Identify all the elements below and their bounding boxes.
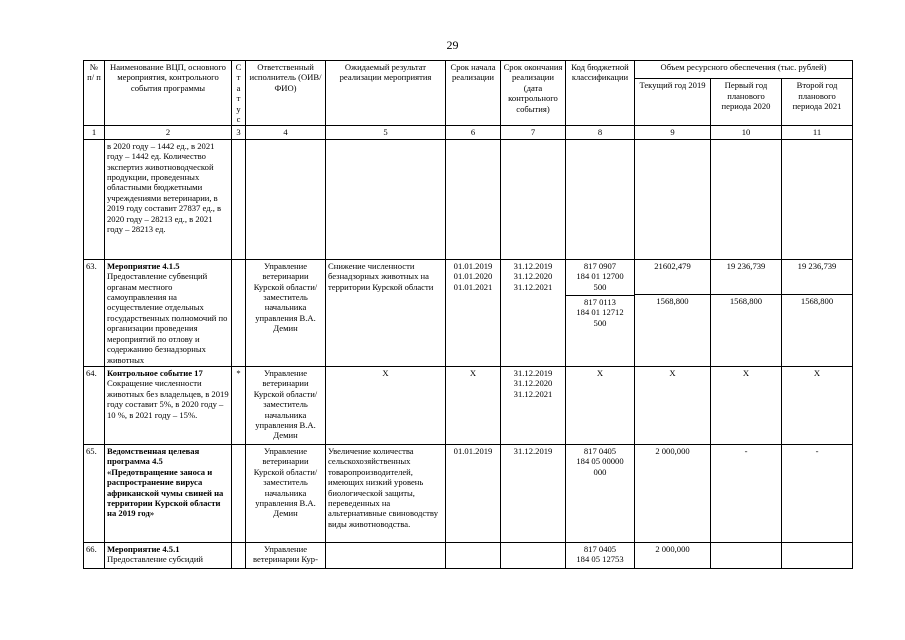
header-responsible: Ответственный исполнитель (ОИВ/ФИО) bbox=[246, 61, 326, 126]
column-number-row bbox=[84, 126, 853, 139]
header-end: Срок окончания реализации (дата контрольного события) bbox=[501, 61, 566, 126]
col-number: 10 bbox=[711, 126, 782, 139]
table-row-63 bbox=[84, 259, 853, 366]
header-current-year: Текущий год 2019 bbox=[635, 79, 711, 126]
row-code: Х bbox=[566, 366, 635, 444]
row-name: Ведомственная целевая программа 4.5 «Предотвращение заноса и распространение вируса африканской чумы свиней на территории Курской области на 2019 год» bbox=[105, 444, 232, 542]
col-number: 4 bbox=[246, 126, 326, 139]
row-start: 01.01.2019 bbox=[446, 444, 501, 542]
row-status: * bbox=[232, 366, 246, 444]
row-responsible: Управление ветеринарии Курской области/заместитель начальника управления В.А. Демин bbox=[246, 444, 326, 542]
row-name: Мероприятие 4.5.1 Предоставление субсидий bbox=[105, 542, 232, 568]
row-y2020: Х bbox=[711, 366, 782, 444]
table-row-continuation bbox=[84, 139, 853, 259]
row-y2021: Х bbox=[782, 366, 853, 444]
header-name: Наименование ВЦП, основного мероприятия, контрольного события программы bbox=[105, 61, 232, 126]
table-row-65 bbox=[84, 444, 853, 542]
row-num: 65. bbox=[84, 444, 105, 542]
header-year1: Первый год планового периода 2020 bbox=[711, 79, 782, 126]
header-num: № п/ п bbox=[84, 61, 105, 126]
header-year2: Второй год планового периода 2021 bbox=[782, 79, 853, 126]
row-code: 817 0405 184 05 00000 000 bbox=[566, 444, 635, 542]
row-code: 817 0405 184 05 12753 bbox=[566, 542, 635, 568]
col-number: 1 bbox=[84, 126, 105, 139]
row-name: Контрольное событие 17 Сокращение численности животных без владельцев, в 2019 году составит 5%, в 2020 году – 10 %, в 2021 году – 15%. bbox=[105, 366, 232, 444]
row-code: 817 0907 184 01 12700 500 817 0113 184 01 12712 500 bbox=[566, 259, 635, 366]
row-y2020: 19 236,739 1568,800 bbox=[711, 259, 782, 366]
col-number: 5 bbox=[326, 126, 446, 139]
row-responsible: Управление ветеринарии Курской области/заместитель начальника управления В.А. Демин bbox=[246, 366, 326, 444]
table-row-66 bbox=[84, 542, 853, 568]
col-number: 2 bbox=[105, 126, 232, 139]
row-end: 31.12.2019 31.12.2020 31.12.2021 bbox=[501, 259, 566, 366]
col-number: 6 bbox=[446, 126, 501, 139]
row-num: 64. bbox=[84, 366, 105, 444]
header-volume: Объем ресурсного обеспечения (тыс. рублей) bbox=[635, 61, 853, 79]
table-row-64 bbox=[84, 366, 853, 444]
col-number: 11 bbox=[782, 126, 853, 139]
row-result: Снижение численности безнадзорных животных на территории Курской области bbox=[326, 259, 446, 366]
row-num: 63. bbox=[84, 259, 105, 366]
continuation-text: в 2020 году – 1442 ед., в 2021 году – 1442 ед. Количество экспертиз животноводческой продукции, проведенных областными бюджетными учреждениями ветеринарии, в 2019 году составит 27837 ед., в 2020 году – 28213 ед., в 2021 году – 28213 ед. bbox=[105, 139, 232, 259]
row-y2020: - bbox=[711, 444, 782, 542]
row-y2019: Х bbox=[635, 366, 711, 444]
row-responsible: Управление ветеринарии Курской области/заместитель начальника управления В.А. Демин bbox=[246, 259, 326, 366]
row-y2021: - bbox=[782, 444, 853, 542]
row-y2021: 19 236,739 1568,800 bbox=[782, 259, 853, 366]
row-y2019: 21602,479 1568,800 bbox=[635, 259, 711, 366]
row-y2019: 2 000,000 bbox=[635, 444, 711, 542]
header-result: Ожидаемый результат реализации мероприятия bbox=[326, 61, 446, 126]
row-start: 01.01.2019 01.01.2020 01.01.2021 bbox=[446, 259, 501, 366]
row-end: 31.12.2019 bbox=[501, 444, 566, 542]
col-number: 9 bbox=[635, 126, 711, 139]
row-y2019: 2 000,000 bbox=[635, 542, 711, 568]
resource-table bbox=[83, 60, 853, 569]
col-number: 7 bbox=[501, 126, 566, 139]
row-result: Увеличение количества сельскохозяйственных товаропроизводителей, имеющих низкий уровень биологической защиты, переведенных на альтернативные свиноводству виды животноводства. bbox=[326, 444, 446, 542]
page-number: 29 bbox=[446, 38, 459, 52]
col-number: 3 bbox=[232, 126, 246, 139]
row-responsible: Управление ветеринарии Кур- bbox=[246, 542, 326, 568]
row-start: Х bbox=[446, 366, 501, 444]
row-name: Мероприятие 4.1.5 Предоставление субвенций органам местного самоуправления на осуществление отдельных государственных полномочий по организации проведения мероприятий по отлову и содержанию безнадзорных животных bbox=[105, 259, 232, 366]
header-status: С т а т у с bbox=[232, 61, 246, 126]
row-result: Х bbox=[326, 366, 446, 444]
header-row bbox=[84, 61, 853, 79]
row-num: 66. bbox=[84, 542, 105, 568]
header-code: Код бюджетной классификации bbox=[566, 61, 635, 126]
row-end: 31.12.2019 31.12.2020 31.12.2021 bbox=[501, 366, 566, 444]
header-start: Срок начала реализации bbox=[446, 61, 501, 126]
col-number: 8 bbox=[566, 126, 635, 139]
